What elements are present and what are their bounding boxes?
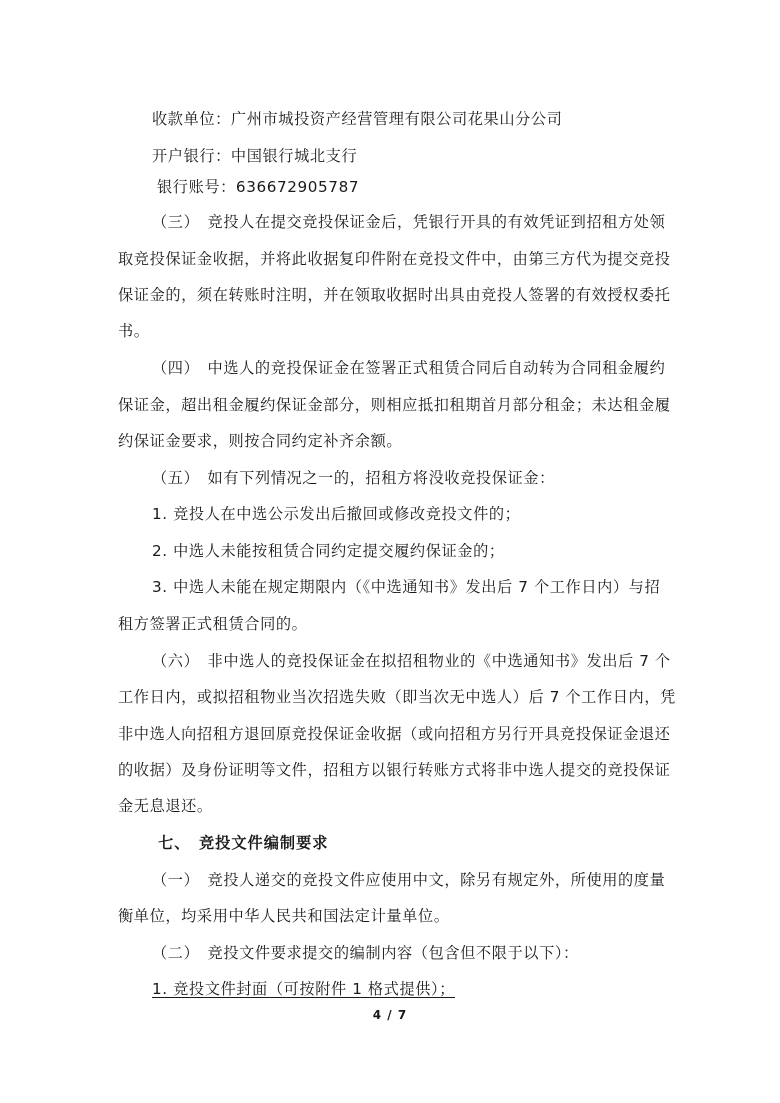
paragraph-line: （一） 竞投人递交的竞投文件应使用中文，除另有规定外，所使用的度量 [152, 871, 666, 889]
page-number: 4 / 7 [372, 1008, 408, 1022]
paragraph-line: 约保证金要求，则按合同约定补齐余额。 [118, 432, 403, 450]
paragraph-line: （五） 如有下列情况之一的，招租方将没收竞投保证金： [152, 469, 555, 487]
section-heading: 七、 竞投文件编制要求 [158, 834, 329, 852]
payee-line: 收款单位：广州市城投资产经营管理有限公司花果山分公司 [152, 110, 563, 128]
list-item: 3. 中选人未能在规定期限内（《中选通知书》发出后 7 个工作日内）与招 [152, 578, 661, 596]
list-item: 1. 竞投文件封面（可按附件 1 格式提供）； [152, 980, 456, 998]
paragraph-line: 工作日内，或拟招租物业当次招选失败（即当次无中选人）后 7 个工作日内，凭 [118, 688, 676, 706]
paragraph-line: （三） 竞投人在提交竞投保证金后，凭银行开具的有效凭证到招租方处领 [152, 213, 666, 231]
list-item: 2. 中选人未能按租赁合同约定提交履约保证金的； [152, 542, 505, 560]
paragraph-line: 的收据）及身份证明等文件，招租方以银行转账方式将非中选人提交的竞投保证 [118, 761, 671, 779]
bank-line: 开户银行：中国银行城北支行 [152, 147, 358, 165]
account-line: 银行账号：636672905787 [157, 178, 360, 196]
paragraph-line: （四） 中选人的竞投保证金在签署正式租赁合同后自动转为合同租金履约 [152, 359, 666, 377]
list-item: 1. 竞投人在中选公示发出后撤回或修改竞投文件的； [152, 505, 521, 523]
list-item-continuation: 租方签署正式租赁合同的。 [118, 615, 308, 633]
paragraph-line: 保证金，超出租金履约保证金部分，则相应抵扣租期首月部分租金；未达租金履 [118, 396, 671, 414]
paragraph-line: 取竞投保证金收据，并将此收据复印件附在竞投文件中，由第三方代为提交竞投 [118, 250, 671, 268]
paragraph-line: 书。 [118, 322, 150, 340]
paragraph-line: 衡单位，均采用中华人民共和国法定计量单位。 [118, 907, 450, 925]
paragraph-line: 非中选人向招租方退回原竞投保证金收据（或向招租方另行开具竞投保证金退还 [118, 725, 671, 743]
paragraph-line: 保证金的，须在转账时注明，并在领取收据时出具由竞投人签署的有效授权委托 [118, 286, 671, 304]
paragraph-line: （六） 非中选人的竞投保证金在拟招租物业的《中选通知书》发出后 7 个 [152, 652, 671, 670]
paragraph-line: 金无息退还。 [118, 797, 213, 815]
paragraph-line: （二） 竞投文件要求提交的编制内容（包含但不限于以下）： [152, 944, 579, 962]
